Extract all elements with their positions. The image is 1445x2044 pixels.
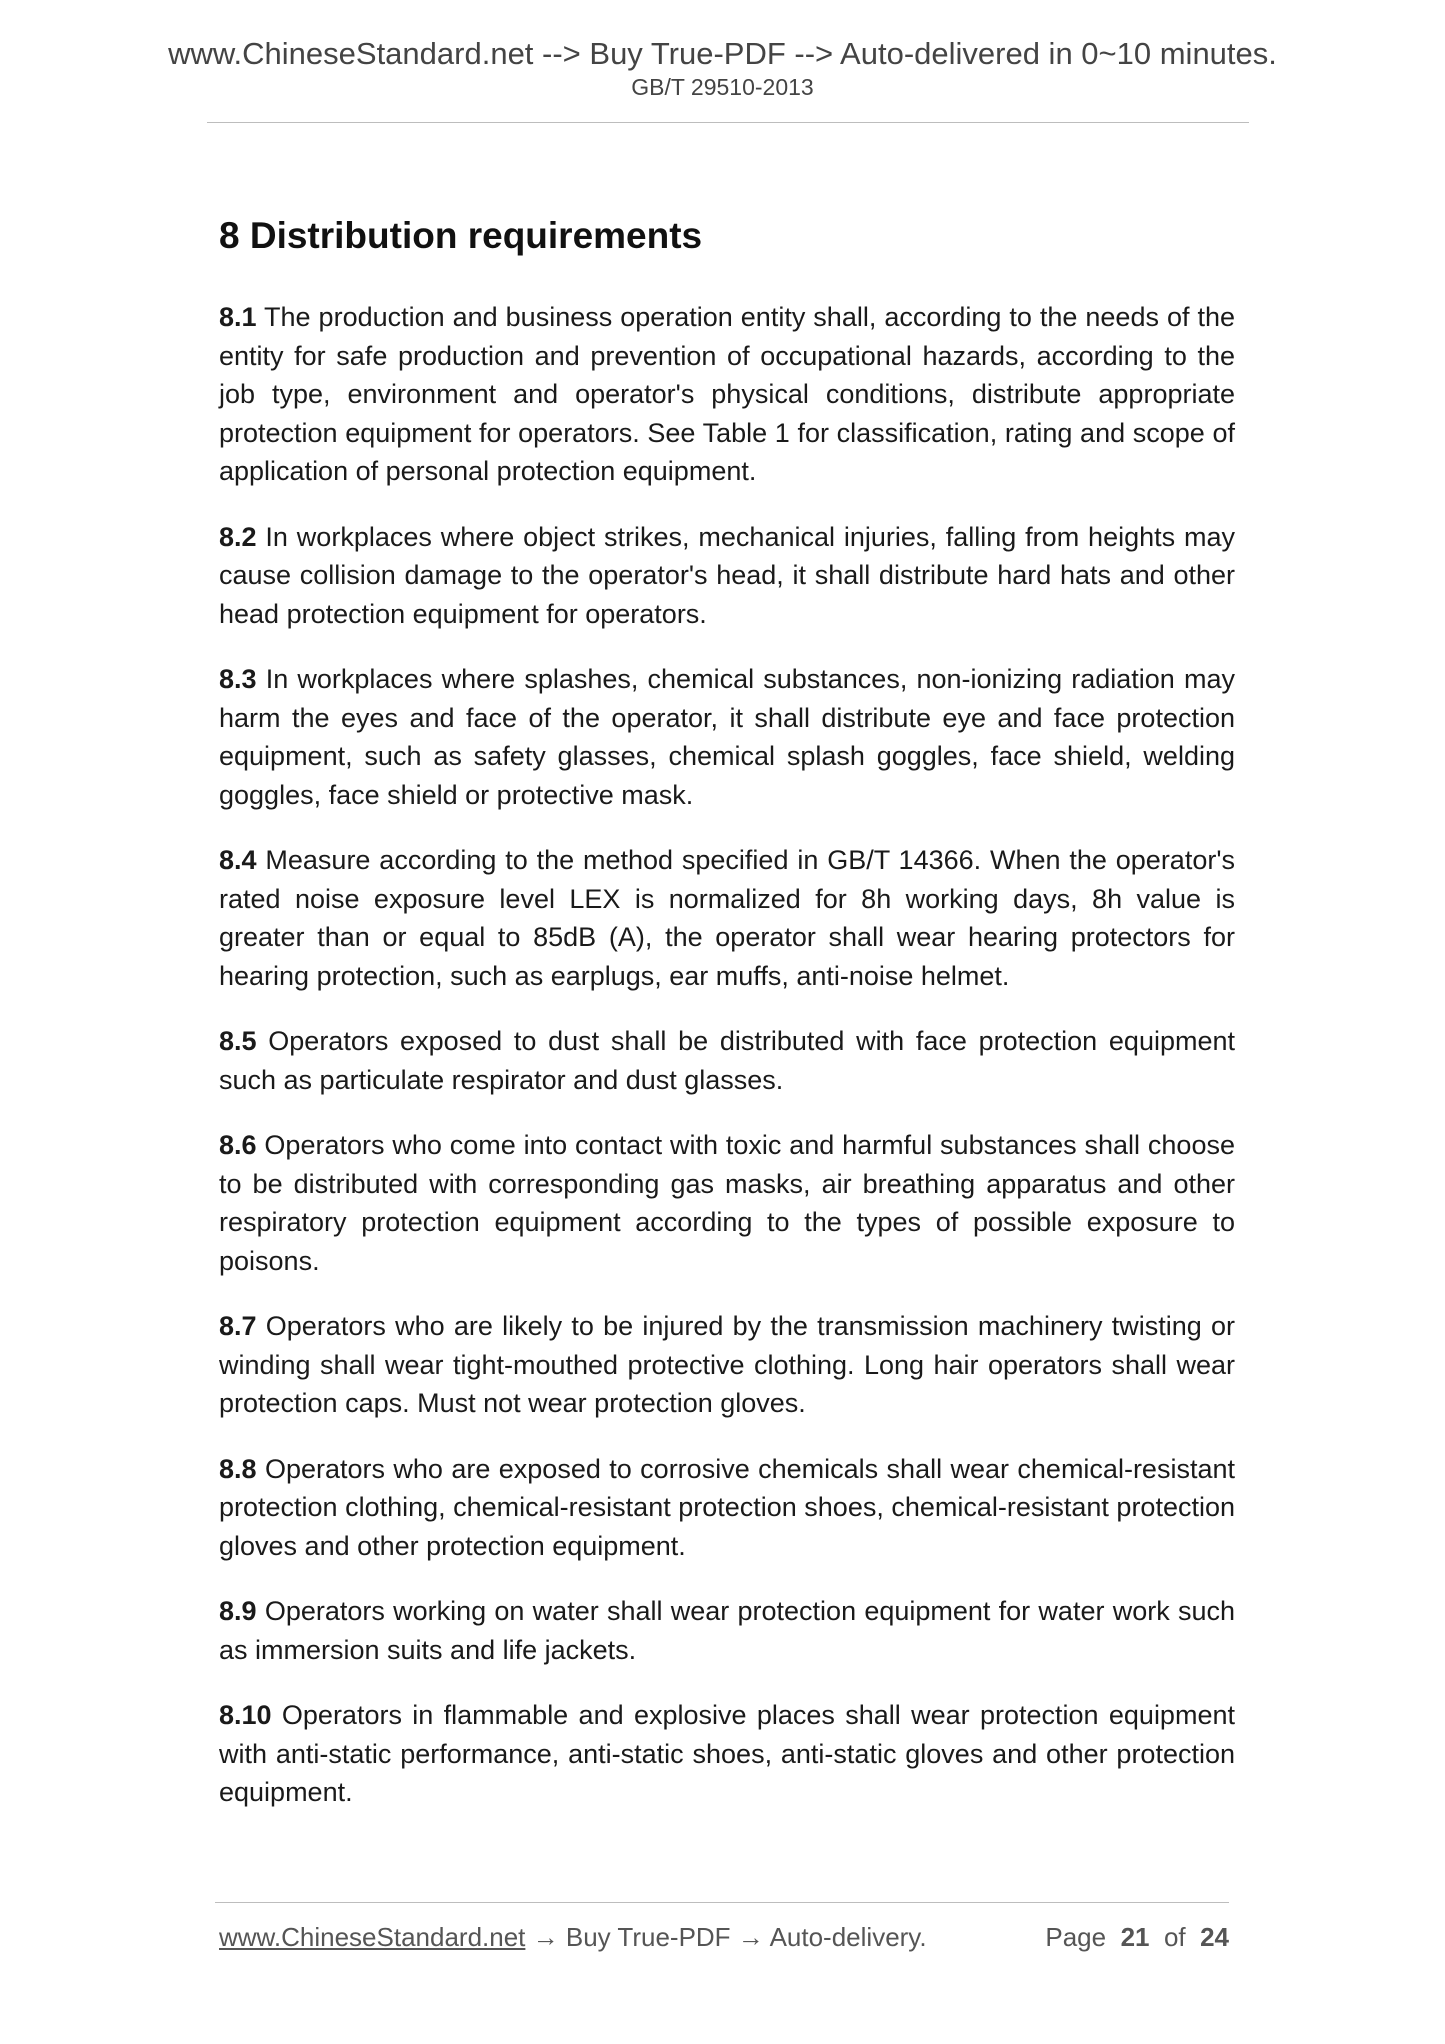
clause-8-10 [219, 1696, 1235, 1812]
page-of: of [1163, 1922, 1186, 1952]
clause-text: In workplaces where object strikes, mechanical injuries, falling from heights may cause collision damage to the operator's head, it shall distribute hard hats and other head protection equipment for operators. [219, 521, 1235, 629]
page-total: 24 [1200, 1922, 1229, 1952]
clause-8-1 [219, 298, 1235, 491]
page-indicator [1045, 1922, 1229, 1953]
clause-number: 8.6 [219, 1130, 257, 1161]
clause-number: 8.4 [219, 845, 257, 876]
clause-number: 8.9 [219, 1596, 257, 1627]
footer-divider [215, 1902, 1229, 1903]
clause-number: 8.1 [219, 302, 257, 333]
section-heading: 8 Distribution requirements [219, 215, 703, 256]
footer-site-link[interactable]: www.ChineseStandard.net [219, 1922, 526, 1952]
page-content [219, 214, 1235, 1839]
clause-text: Operators exposed to dust shall be distributed with face protection equipment such as particulate respirator and dust glasses. [219, 1026, 1235, 1095]
page-label: Page [1045, 1922, 1107, 1952]
page-current: 21 [1120, 1922, 1150, 1952]
clause-8-8 [219, 1450, 1235, 1566]
clause-text: Operators who come into contact with toxic and harmful substances shall choose to be distributed with corresponding gas masks, air breathing apparatus and other respiratory protection equipment according to the types of possible exposure to poisons. [219, 1130, 1235, 1276]
clause-8-6 [219, 1126, 1235, 1280]
footer-tagline: → Buy True-PDF → Auto-delivery. [525, 1922, 927, 1952]
clause-text: Operators who are likely to be injured by the transmission machinery twisting or winding shall wear tight-mouthed protective clothing. Long hair operators shall wear protection caps. Must not wear protection gloves. [219, 1311, 1235, 1419]
header-divider [207, 122, 1249, 123]
clause-number: 8.7 [219, 1311, 257, 1342]
clause-number: 8.8 [219, 1453, 257, 1484]
clause-8-5 [219, 1022, 1235, 1099]
clause-text: The production and business operation entity shall, according to the needs of the entity for safe production and prevention of occupational hazards, according to the job type, environment and operator's physical conditions, distribute appropriate protection equipment for operators. See Table 1 for classification, rating and scope of application of personal protection equipment. [219, 302, 1235, 487]
clause-8-4 [219, 841, 1235, 995]
clause-text: In workplaces where splashes, chemical substances, non-ionizing radiation may harm the eyes and face of the operator, it shall distribute eye and face protection equipment, such as safety glasses, chemical splash goggles, face shield, welding goggles, face shield or protective mask. [219, 664, 1235, 810]
clause-number: 8.10 [219, 1700, 272, 1731]
clause-8-9 [219, 1592, 1235, 1669]
top-banner: www.ChineseStandard.net --> Buy True-PDF --> Auto-delivered in 0~10 minutes. [168, 36, 1277, 71]
document-code: GB/T 29510-2013 [631, 74, 814, 100]
clause-text: Operators who are exposed to corrosive chemicals shall wear chemical-resistant protection clothing, chemical-resistant protection shoes, chemical-resistant protection gloves and other protection equipment. [219, 1453, 1235, 1561]
clause-number: 8.2 [219, 521, 257, 552]
clause-8-7 [219, 1307, 1235, 1423]
clause-text: Operators in flammable and explosive places shall wear protection equipment with anti-static performance, anti-static shoes, anti-static gloves and other protection equipment. [219, 1700, 1235, 1808]
clause-text: Operators working on water shall wear protection equipment for water work such as immersion suits and life jackets. [219, 1596, 1235, 1665]
clause-number: 8.5 [219, 1026, 257, 1057]
footer-promo [219, 1922, 927, 1953]
clause-number: 8.3 [219, 664, 257, 695]
clause-8-3 [219, 660, 1235, 814]
clause-8-2 [219, 518, 1235, 634]
clause-text: Measure according to the method specified in GB/T 14366. When the operator's rated noise exposure level LEX is normalized for 8h working days, 8h value is greater than or equal to 85dB (A), the operator shall wear hearing protectors for hearing protection, such as earplugs, ear muffs, anti-noise helmet. [219, 845, 1235, 991]
